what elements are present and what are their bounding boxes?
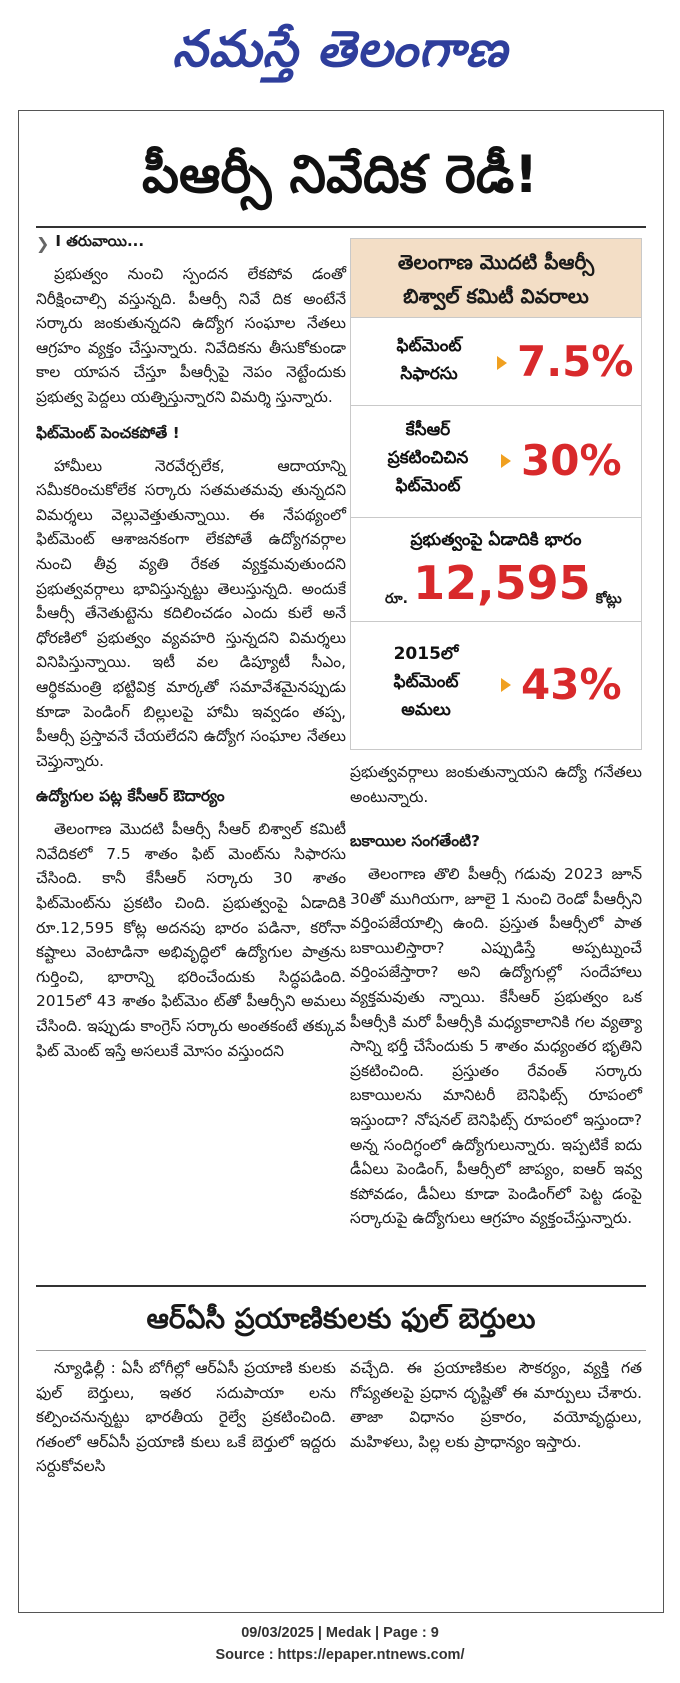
story2-column-right (350, 1356, 642, 1464)
subheading: ఫిట్‌మెంట్ పెంచకపోతే ! (36, 423, 180, 442)
info-label: 2015లో (393, 644, 459, 664)
info-label: ప్రభుత్వంపై ఏడాదికి భారం (410, 530, 582, 550)
kicker-text: I తరువాయి... (55, 232, 145, 250)
paragraph: తెలంగాణ తొలి పీఆర్సీ గడువు 2023 జూన్ 30తో ముగియగా, జూలై 1 నుంచి రెండో పీఆర్సీని వర్తింపజేయాల్సి ఉంది. ప్రస్తుత పీఆర్సీలో పాత బకాయిలిస్తారా? ఎప్పుడిస్తే అప్పట్నుంచే వర్తింపజేస్తారా? అని ఉద్యోగుల్లో సందేహాలు వ్యక్తమవుతు న్నాయి. కేసీఆర్ ప్రభుత్వం ఒక పీఆర్సీకి మరో పీఆర్సీకి మధ్యకాలానికి గల వ్యత్యా సాన్ని భర్తీ చేసేందుకు 5 శాతం మధ్యంతర భృతిని ప్రకటించింది. ప్రస్తుతం రేవంత్ సర్కారు బకాయిలను మానిటరీ బెనిఫిట్స్ రూపంలో ఇస్తుందా? నోషనల్ బెనిఫిట్స్ రూపంలో ఇస్తుందా? అన్న సందిగ్ధంలో ఉద్యోగులున్నారు. ఇప్పటికే ఐదు డీఏలు పెండింగ్, పీఆర్సీలో జాప్యం, ఐఆర్ ఇవ్వ కపోవడం, డీఏలు కూడా పెండింగ్‌లో పెట్ట డంపై సర్కారుపై ఉద్యోగులు ఆగ్రహం వ్యక్తంచేస్తున్నారు. (350, 865, 642, 1228)
info-label: సిఫారసు (400, 364, 458, 384)
story2-column-left (36, 1356, 336, 1489)
paragraph: వచ్చేది. ఈ ప్రయాణికుల సౌకర్యం, వ్యక్తి గత గోప్యతలపై ప్రధాన దృష్టితో ఈ మార్పులు చేశారు. తాజా విధానం ప్రకారం, వయోవృద్ధులు, మహిళలు, పిల్ల లకు ప్రాధాన్యం ఇస్తారు. (350, 1359, 642, 1451)
info-label: ఫిట్‌మెంట్ (395, 476, 461, 496)
info-title-line: తెలంగాణ మొదటి పీఆర్సీ (397, 250, 595, 274)
info-label: అమలు (401, 700, 451, 720)
footer-date-line: 09/03/2025 | Medak | Page : 9 (241, 1625, 439, 1641)
info-row-recommended (351, 317, 641, 405)
section-rule (36, 1350, 646, 1351)
paragraph: న్యూఢిల్లీ : ఏసీ బోగీల్లో ఆర్‌ఏసీ ప్రయాణి కులకు ఫుల్ బెర్తులు, ఇతర సదుపాయా లను కల్పించనున్నట్టు భారతీయ రైల్వే ప్రకటించింది. గతంలో ఆర్‌ఏసీ ప్రయాణి కులు ఒకే బెర్తులో ఇద్దరు సర్దుకోవలసి (36, 1359, 336, 1476)
paragraph: ప్రభుత్వం నుంచి స్పందన లేకపోవ డంతో నిరీక్షించాల్సి వస్తున్నది. పీఆర్సీ నివే దిక అంటేనే సర్కారు జంకుతున్నదని ఉద్యోగ సంఘాల నేతలు ఆగ్రహం వ్యక్తం చేస్తున్నారు. నివేదికను తీసుకోకుండా కాల యాపన చేస్తూ పీఆర్సీపై నెపం నెట్టేందుకు ప్రభుత్వ పెద్దలు యత్నిస్తున్నారని విమర్శి స్తున్నారు. (36, 265, 346, 406)
info-label: కేసీఆర్ (405, 420, 451, 440)
paragraph: ప్రభుత్వవర్గాలు జంకుతున్నాయని ఉద్యో గనేతలు అంటున్నారు. (350, 763, 642, 806)
subheading: బకాయిల సంగతేంటి? (350, 832, 481, 850)
info-label: ఫిట్‌మెంట్ (393, 672, 459, 692)
info-value: 43% (521, 660, 622, 709)
info-row-burden (351, 517, 641, 621)
subheading: ఉద్యోగుల పట్ల కేసీఆర్ ఔదార్యం (36, 787, 225, 806)
arrow-right-icon (501, 454, 511, 468)
right-column-top (350, 760, 642, 819)
paragraph: హామీలు నెరవేర్చలేక, ఆదాయాన్ని సమీకరించుకోలేక సర్కారు సతమతమవు తున్నదని విమర్శలు వెల్లువెత్తుతున్నాయి. ఈ నేపథ్యంలో ఫిట్‌మెంట్ ఆశాజనకంగా లేకపోతే ఉద్యోగవర్గాల నుంచి తీవ్ర వ్యతి రేకత వ్యక్తమవుతుందని ప్రభుత్వవర్గాలు భావిస్తున్నట్టు తెలుస్తున్నది. అందుకే పీఆర్సీ తేనెతుట్టెను కదిలించడం ఎందు కులే అనే ధోరణిలో ప్రభుత్వం వ్యవహరి స్తున్నదని విమర్శలు వినిపిస్తున్నాయి. ఇటీ వల డిప్యూటీ సీఎం, ఆర్థికమంత్రి భట్టివిక్ర మార్కతో సమావేశమైనప్పుడు కూడా పెండింగ్ బిల్లులపై హామీ ఇవ్వడం తప్ప, పీఆర్సీ ప్రస్తావనే చేయలేదని ఉద్యోగ సంఘాల నేతలు చెప్తున్నారు. (36, 456, 346, 770)
paragraph: తెలంగాణ మొదటి పీఆర్సీ సీఆర్ బిశ్వాల్ కమిటీ నివేదికలో 7.5 శాతం ఫిట్ మెంట్‌ను సిఫారసు చేసింది. కానీ కేసీఆర్ సర్కారు 30 శాతం ఫిట్‌మెంట్‌ను ప్రకటిం చింది. ప్రభుత్వంపై ఏడాదికి రూ.12,595 కోట్ల అదనపు భారం పడినా, కరోనా కష్టాలు వెంటాడినా అభివృద్ధిలో ఉద్యోగుల పాత్రను గుర్తించి, భారాన్ని భరించేందుకు సిద్ధపడింది. 2015లో 43 శాతం ఫిట్‌మెం ట్‌తో పీఆర్సీని అమలు చేసింది. ఇప్పుడు కాంగ్రెస్ సర్కారు అంతకంటే తక్కువ ఫిట్ మెంట్ ఇస్తే అసలుకే మోసం వస్తుందని (36, 820, 346, 1060)
footer-source-line: Source : https://epaper.ntnews.com/ (215, 1647, 465, 1663)
chevron-right-icon: ❯ (36, 233, 50, 253)
info-label: ప్రకటించిచిన (387, 448, 469, 468)
section-rule (36, 1285, 646, 1287)
main-headline: పీఆర్సీ నివేదిక రెడీ! (142, 145, 538, 205)
info-row-2015 (351, 621, 641, 749)
unit-suffix: కోట్లు (595, 591, 622, 607)
info-value: 7.5% (517, 337, 634, 386)
footer (0, 1622, 680, 1666)
info-value: 30% (521, 436, 622, 485)
masthead-logo: నమస్తే తెలంగాణ (172, 19, 508, 78)
headline-rule (36, 226, 646, 228)
arrow-right-icon (501, 678, 511, 692)
left-column (36, 262, 346, 1073)
currency-prefix: రూ. (385, 591, 408, 607)
continuation-kicker (36, 232, 144, 254)
second-headline: ఆర్‌ఏసీ ప్రయాణికులకు ఫుల్ బెర్తులు (146, 1302, 536, 1335)
info-box-header (351, 239, 641, 317)
info-row-kcr (351, 405, 641, 517)
info-value: 12,595 (413, 556, 591, 610)
info-label: ఫిట్‌మెంట్ (396, 336, 462, 356)
arrow-right-icon (497, 356, 507, 370)
right-column (350, 822, 642, 1241)
masthead (0, 10, 680, 88)
info-box (350, 238, 642, 750)
info-title-line: బిశ్వాల్ కమిటీ వివరాలు (403, 284, 589, 308)
